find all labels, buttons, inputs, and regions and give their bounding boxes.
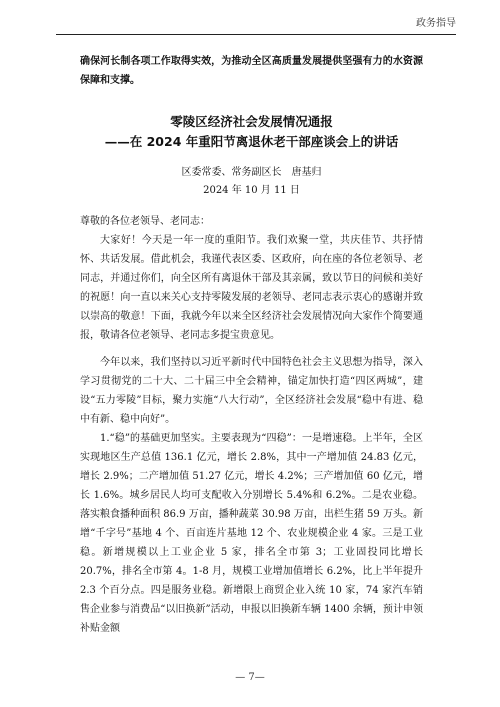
header-rule [56,34,456,35]
title-line-2: ——在 2024 年重阳节离退休老干部座谈会上的讲话 [104,134,399,149]
speech-date: 2024 年 10 月 11 日 [203,185,300,196]
paragraph-stability: 1.“稳”的基础更加坚实。主要表现为“四稳”：一是增速稳。上半年，全区实现地区生产总值 136.1 亿元，增长 2.8%，其中一产增加值 24.83 亿元，增长 2.9%；二产增加值 51.27 亿元，增长 4.2%；三产增加值 60 亿元，增长 1.6%。城乡居民人均可支配收入分别增长 5.4%和 6.2%。二是农业稳。落实粮食播种面积 86.9 万亩，播种蔬菜 30.98 万亩，出栏生猪 59 万头。新增“千字号”基地 4 个、百亩连片基地 12 个、农业规模企业 4 家。三是工业稳。新增规模以上工业企业 5 家，排名全市第 3；工业固投同比增长 20.7%，排名全市第 4。1-8 月，规模工业增加值增长 6.2%，比上半年提升 2.3 个百分点。四是服务业稳。新增限上商贸企业入统 10 家，74 家汽车销售企业参与消费品“以旧换新”活动，申报以旧换新车辆 1400 余辆，预计申领补贴金额 [80,433,423,634]
running-header-section: 政务指导 [416,18,456,29]
paragraph-overview: 今年以来，我们坚持以习近平新时代中国特色社会主义思想为指导，深入学习贯彻党的二十大、二十届三中全会精神，锚定加快打造“四区两城”，建设“五力零陵”目标，聚力实施“八大行动”，全区经济社会发展“稳中有进、稳中有新、稳中向好”。 [80,357,423,425]
article-title [80,112,423,152]
page-number: — 7— [235,672,265,683]
paragraph-opening: 大家好！今天是一年一度的重阳节。我们欢聚一堂，共庆佳节、共抒情怀、共话发展。借此机会，我谨代表区委、区政府，向在座的各位老领导、老同志，并通过你们，向全区所有离退休干部及其亲属，致以节日的问候和美好的祝愿！向一直以来关心支持零陵发展的老领导、老同志表示衷心的感谢并致以崇高的敬意！下面，我就今年以来全区经济社会发展情况向大家作个简要通报，敬请各位老领导、老同志多提宝贵意见。 [80,235,423,341]
author-line: 区委常委、常务副区长 唐基归 [181,167,322,178]
previous-article-tail: 确保河长制各项工作取得实效，为推动全区高质量发展提供坚强有力的水资源保障和支撑。 [80,56,423,86]
salutation: 尊敬的各位老领导、老同志： [80,216,210,227]
title-line-1: 零陵区经济社会发展情况通报 [170,114,333,129]
page-body [80,52,423,638]
